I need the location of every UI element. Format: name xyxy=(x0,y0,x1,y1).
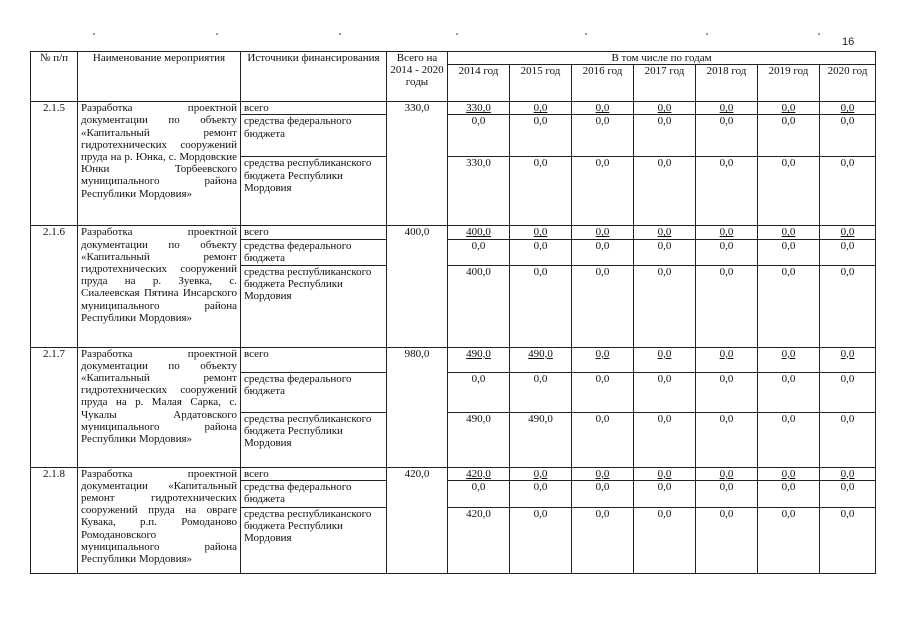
item-total: 400,0 xyxy=(387,226,448,347)
value-cell: 0,0 xyxy=(696,157,758,226)
item-number: 2.1.6 xyxy=(31,226,78,347)
value-cell: 0,0 xyxy=(758,239,820,265)
value-cell: 490,0 xyxy=(510,347,572,372)
item-total: 980,0 xyxy=(387,347,448,467)
item-name: Разработка проектной документации по объекту «Капитальный ремонт гидротехнических сооружений пруда на р. Зуевка, с. Сиалеевская Пятина Инсарского муниципального района Республики Мордовия» xyxy=(78,226,241,347)
value-cell: 0,0 xyxy=(696,102,758,115)
header-total: Всего на 2014 - 2020 годы xyxy=(387,52,448,102)
value-cell: 330,0 xyxy=(448,157,510,226)
value-cell: 0,0 xyxy=(634,372,696,412)
value-cell: 0,0 xyxy=(758,467,820,480)
financing-table xyxy=(30,51,876,574)
value-cell: 400,0 xyxy=(448,226,510,239)
value-cell: 0,0 xyxy=(448,239,510,265)
header-year: 2015 год xyxy=(510,65,572,102)
value-cell: 0,0 xyxy=(758,265,820,347)
value-cell: 0,0 xyxy=(572,102,634,115)
value-cell: 0,0 xyxy=(820,480,876,507)
value-cell: 0,0 xyxy=(696,115,758,157)
source-cell: средства федерального бюджета xyxy=(241,239,387,265)
value-cell: 0,0 xyxy=(634,412,696,467)
scan-speck xyxy=(585,33,587,35)
value-cell: 0,0 xyxy=(696,480,758,507)
scan-speck xyxy=(706,33,708,35)
value-cell: 0,0 xyxy=(758,102,820,115)
table-row xyxy=(31,102,876,115)
source-cell: всего xyxy=(241,226,387,239)
value-cell: 0,0 xyxy=(634,347,696,372)
value-cell: 0,0 xyxy=(634,226,696,239)
value-cell: 0,0 xyxy=(758,412,820,467)
item-number: 2.1.8 xyxy=(31,467,78,573)
value-cell: 0,0 xyxy=(510,507,572,573)
table-row xyxy=(31,226,876,239)
item-total: 420,0 xyxy=(387,467,448,573)
value-cell: 0,0 xyxy=(634,102,696,115)
header-year: 2017 год xyxy=(634,65,696,102)
value-cell: 0,0 xyxy=(634,157,696,226)
value-cell: 0,0 xyxy=(510,239,572,265)
value-cell: 0,0 xyxy=(634,239,696,265)
value-cell: 0,0 xyxy=(510,480,572,507)
value-cell: 420,0 xyxy=(448,467,510,480)
value-cell: 0,0 xyxy=(510,102,572,115)
value-cell: 0,0 xyxy=(572,265,634,347)
value-cell: 0,0 xyxy=(820,115,876,157)
value-cell: 0,0 xyxy=(820,347,876,372)
scan-speck xyxy=(818,33,820,35)
source-cell: всего xyxy=(241,102,387,115)
value-cell: 490,0 xyxy=(510,412,572,467)
source-cell: средства республиканского бюджета Республики Мордовия xyxy=(241,507,387,573)
value-cell: 0,0 xyxy=(572,239,634,265)
value-cell: 490,0 xyxy=(448,347,510,372)
header-years-group: В том числе по годам xyxy=(448,52,876,65)
source-cell: средства республиканского бюджета Республики Мордовия xyxy=(241,157,387,226)
source-cell: всего xyxy=(241,347,387,372)
scan-speck xyxy=(339,33,341,35)
item-total: 330,0 xyxy=(387,102,448,226)
value-cell: 0,0 xyxy=(634,467,696,480)
value-cell: 0,0 xyxy=(820,467,876,480)
value-cell: 0,0 xyxy=(820,412,876,467)
value-cell: 0,0 xyxy=(696,347,758,372)
header-source: Источники финансирования xyxy=(241,52,387,102)
value-cell: 0,0 xyxy=(820,102,876,115)
source-cell: средства федерального бюджета xyxy=(241,372,387,412)
value-cell: 0,0 xyxy=(758,507,820,573)
value-cell: 0,0 xyxy=(510,265,572,347)
item-name: Разработка проектной документации по объекту «Капитальный ремонт гидротехнических сооружений пруда на р. Малая Сарка, с. Чукалы Ардатовского муниципального района Республики Мордовия» xyxy=(78,347,241,467)
value-cell: 330,0 xyxy=(448,102,510,115)
value-cell: 0,0 xyxy=(820,239,876,265)
value-cell: 0,0 xyxy=(572,507,634,573)
value-cell: 0,0 xyxy=(510,467,572,480)
item-number: 2.1.5 xyxy=(31,102,78,226)
value-cell: 0,0 xyxy=(634,265,696,347)
header-year: 2018 год xyxy=(696,65,758,102)
value-cell: 0,0 xyxy=(696,507,758,573)
table-header xyxy=(31,52,876,102)
value-cell: 0,0 xyxy=(448,480,510,507)
table-row xyxy=(31,467,876,480)
value-cell: 0,0 xyxy=(820,226,876,239)
item-name: Разработка проектной документации по объекту «Капитальный ремонт гидротехнических сооружений пруда на р. Юнка, с. Мордовские Юнки Торбеевского муниципального района Республики Мордовия» xyxy=(78,102,241,226)
value-cell: 420,0 xyxy=(448,507,510,573)
value-cell: 0,0 xyxy=(572,115,634,157)
value-cell: 0,0 xyxy=(696,265,758,347)
value-cell: 0,0 xyxy=(510,372,572,412)
value-cell: 0,0 xyxy=(634,480,696,507)
table-row xyxy=(31,347,876,372)
header-year: 2020 год xyxy=(820,65,876,102)
value-cell: 0,0 xyxy=(572,412,634,467)
scan-speck xyxy=(456,33,458,35)
value-cell: 0,0 xyxy=(696,239,758,265)
source-cell: средства республиканского бюджета Республики Мордовия xyxy=(241,265,387,347)
source-cell: средства республиканского бюджета Республики Мордовия xyxy=(241,412,387,467)
value-cell: 0,0 xyxy=(572,467,634,480)
scan-speck xyxy=(216,33,218,35)
value-cell: 0,0 xyxy=(572,480,634,507)
value-cell: 0,0 xyxy=(696,412,758,467)
value-cell: 0,0 xyxy=(448,372,510,412)
header-name: Наименование мероприятия xyxy=(78,52,241,102)
value-cell: 0,0 xyxy=(758,226,820,239)
item-number: 2.1.7 xyxy=(31,347,78,467)
value-cell: 490,0 xyxy=(448,412,510,467)
value-cell: 0,0 xyxy=(758,347,820,372)
source-cell: средства федерального бюджета xyxy=(241,115,387,157)
value-cell: 0,0 xyxy=(572,372,634,412)
value-cell: 0,0 xyxy=(758,372,820,412)
item-name: Разработка проектной документации «Капитальный ремонт гидротехнических сооружений пруда на овраге Кувака, р.п. Ромоданово Ромодановского муниципального района Республики Мордовия» xyxy=(78,467,241,573)
value-cell: 0,0 xyxy=(820,372,876,412)
value-cell: 400,0 xyxy=(448,265,510,347)
source-cell: всего xyxy=(241,467,387,480)
page-number: 16 xyxy=(842,36,855,48)
value-cell: 0,0 xyxy=(510,226,572,239)
value-cell: 0,0 xyxy=(696,372,758,412)
value-cell: 0,0 xyxy=(634,507,696,573)
header-year: 2016 год xyxy=(572,65,634,102)
header-num: № п/п xyxy=(31,52,78,102)
header-year: 2019 год xyxy=(758,65,820,102)
value-cell: 0,0 xyxy=(758,157,820,226)
scan-speck xyxy=(93,33,95,35)
value-cell: 0,0 xyxy=(820,265,876,347)
value-cell: 0,0 xyxy=(696,226,758,239)
value-cell: 0,0 xyxy=(510,157,572,226)
value-cell: 0,0 xyxy=(572,157,634,226)
value-cell: 0,0 xyxy=(758,480,820,507)
value-cell: 0,0 xyxy=(696,467,758,480)
value-cell: 0,0 xyxy=(510,115,572,157)
value-cell: 0,0 xyxy=(758,115,820,157)
value-cell: 0,0 xyxy=(820,157,876,226)
value-cell: 0,0 xyxy=(820,507,876,573)
value-cell: 0,0 xyxy=(448,115,510,157)
header-year: 2014 год xyxy=(448,65,510,102)
source-cell: средства федерального бюджета xyxy=(241,480,387,507)
value-cell: 0,0 xyxy=(572,347,634,372)
value-cell: 0,0 xyxy=(572,226,634,239)
value-cell: 0,0 xyxy=(634,115,696,157)
